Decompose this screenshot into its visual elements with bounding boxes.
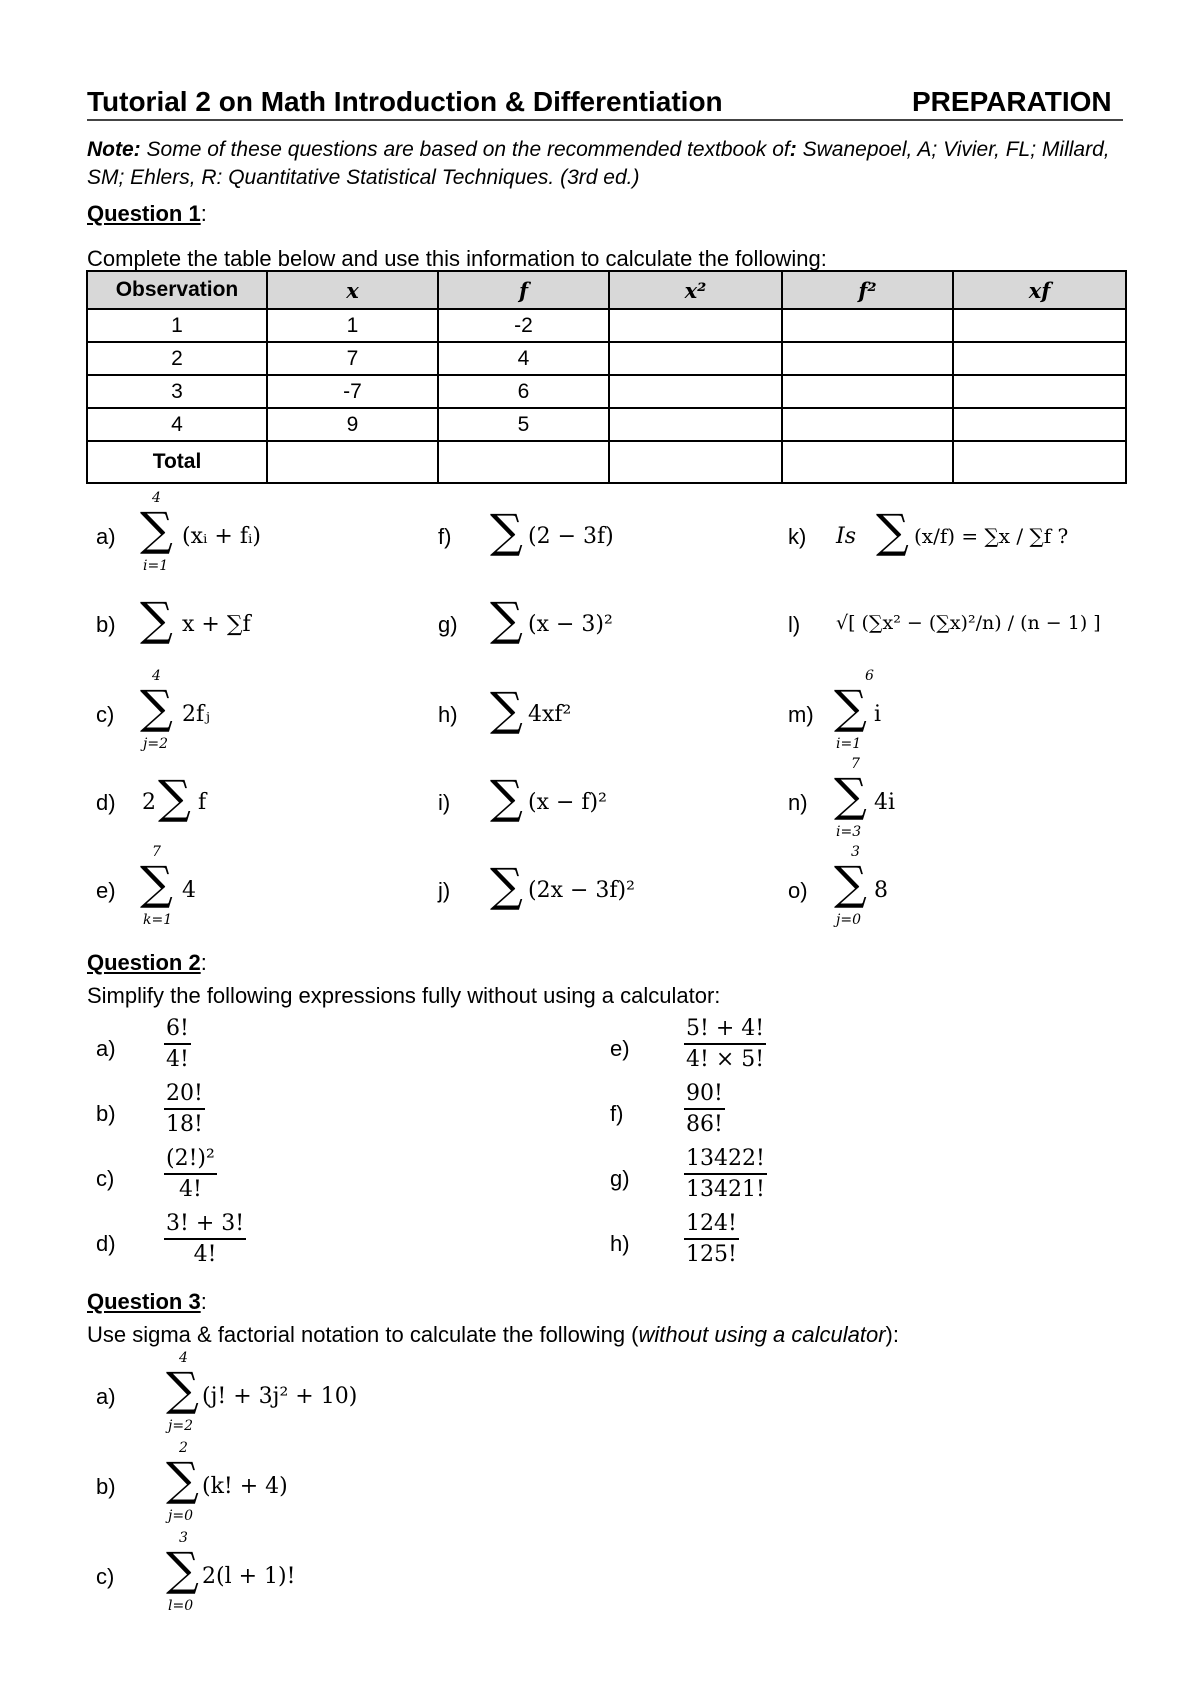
- q2-g-numerator: 13422!: [684, 1146, 767, 1175]
- table-cell: 4: [87, 408, 267, 441]
- q1-label-c: c): [96, 702, 115, 727]
- q2-d-numerator: 3! + 3!: [164, 1211, 246, 1240]
- table-cell: [782, 342, 953, 375]
- q1-h-expression: 4xf²: [528, 702, 572, 727]
- col-header-x-squared: x²: [609, 271, 782, 309]
- table-cell: 1: [267, 309, 438, 342]
- q1-m-lower-limit: i=1: [836, 736, 862, 752]
- q1-k-expression: (x/f) = ∑x / ∑f ?: [914, 524, 1069, 548]
- q1-e-upper-limit: 7: [152, 844, 161, 860]
- q1-m-upper-limit: 6: [865, 668, 874, 684]
- table-cell: 5: [438, 408, 609, 441]
- q2-label-d: d): [96, 1231, 116, 1256]
- q3-b-upper-limit: 2: [179, 1440, 188, 1456]
- q1-label-i: i): [438, 790, 451, 815]
- q2-g-denominator: 13421!: [686, 1177, 765, 1202]
- q1-a-expression: (xᵢ + fᵢ): [182, 524, 261, 549]
- table-cell: [609, 375, 782, 408]
- table-cell: [782, 408, 953, 441]
- q1-e-lower-limit: k=1: [143, 912, 173, 928]
- table-cell: -2: [438, 309, 609, 342]
- table-total-label: Total: [87, 441, 267, 483]
- q1-e-expression: 4: [182, 878, 196, 903]
- q1-label-a: a): [96, 524, 116, 549]
- sigma-icon: ∑: [166, 1452, 199, 1506]
- question-1-title: Question 1: [87, 201, 201, 226]
- q2-b-numerator: 20!: [164, 1081, 205, 1110]
- sigma-icon: ∑: [166, 1362, 199, 1416]
- table-cell: [953, 309, 1126, 342]
- q2-label-e: e): [610, 1036, 630, 1061]
- q1-n-upper-limit: 7: [851, 756, 860, 772]
- q3-label-a: a): [96, 1384, 116, 1409]
- table-row: [87, 309, 1126, 342]
- table-cell: 1: [87, 309, 267, 342]
- q2-b-fraction: [164, 1081, 205, 1137]
- note-reference: Swanepoel, A; Vivier, FL; Millard, SM; Ehlers, R: Quantitative Statistical Techniques. (3rd ed.): [87, 138, 1110, 189]
- col-header-f: f: [438, 271, 609, 309]
- q1-i-expression: (x − f)²: [528, 790, 607, 815]
- table-cell: [953, 441, 1126, 483]
- question-2-instruction: Simplify the following expressions fully without using a calculator:: [87, 983, 721, 1008]
- table-cell: -7: [267, 375, 438, 408]
- table-header-row: [87, 271, 1126, 309]
- sigma-icon: ∑: [140, 592, 173, 646]
- q1-m-expression: i: [874, 702, 882, 727]
- table-cell: [609, 441, 782, 483]
- q1-c-upper-limit: 4: [152, 668, 161, 684]
- q1-f-expression: (2 − 3f): [528, 524, 614, 549]
- table-cell: [609, 342, 782, 375]
- table-cell: [782, 441, 953, 483]
- sigma-icon: ∑: [140, 502, 173, 556]
- col-header-xf: xf: [953, 271, 1126, 309]
- q3-c-lower-limit: l=0: [168, 1598, 194, 1614]
- q1-label-h: h): [438, 702, 458, 727]
- q3-instruction-emphasis: without using a calculator: [638, 1322, 886, 1347]
- table-cell: 2: [87, 342, 267, 375]
- q1-d-expression: f: [198, 790, 207, 815]
- q3-a-lower-limit: j=2: [168, 1418, 193, 1434]
- q1-o-lower-limit: j=0: [836, 912, 861, 928]
- sigma-icon: ∑: [140, 680, 173, 734]
- sigma-icon: ∑: [834, 768, 867, 822]
- table-cell: [438, 441, 609, 483]
- header-rule: [87, 119, 1123, 121]
- q2-e-fraction: [684, 1016, 766, 1072]
- page-title: Tutorial 2 on Math Introduction & Differentiation: [87, 86, 723, 117]
- q1-label-m: m): [788, 702, 814, 727]
- sigma-icon: ∑: [490, 770, 523, 824]
- note-colon: :: [789, 138, 797, 161]
- q2-c-fraction: [164, 1146, 217, 1202]
- sigma-icon: ∑: [834, 856, 867, 910]
- q3-label-b: b): [96, 1474, 116, 1499]
- q2-b-denominator: 18!: [166, 1112, 203, 1137]
- q3-instruction-start: Use sigma & factorial notation to calculate the following (: [87, 1322, 639, 1347]
- q1-label-d: d): [96, 790, 116, 815]
- q2-c-numerator: (2!)²: [164, 1146, 217, 1175]
- table-total-row: [87, 441, 1126, 483]
- col-header-x: x: [267, 271, 438, 309]
- col-header-f-squared: f²: [782, 271, 953, 309]
- q3-a-expression: (j! + 3j² + 10): [202, 1384, 358, 1409]
- q1-g-expression: (x − 3)²: [528, 612, 613, 637]
- q1-label-k: k): [788, 524, 807, 549]
- q1-b-expression: x + ∑f: [182, 612, 251, 637]
- q1-label-b: b): [96, 612, 116, 637]
- table-cell: 4: [438, 342, 609, 375]
- q2-label-b: b): [96, 1101, 116, 1126]
- table-cell: [782, 375, 953, 408]
- question-3-title: Question 3: [87, 1289, 201, 1314]
- q2-c-denominator: 4!: [178, 1177, 202, 1202]
- q2-h-fraction: [684, 1211, 739, 1267]
- q2-label-g: g): [610, 1166, 630, 1191]
- question-3-heading: Question 3:: [87, 1289, 207, 1314]
- sigma-icon: ∑: [490, 592, 523, 646]
- q3-a-upper-limit: 4: [179, 1350, 188, 1366]
- q2-h-denominator: 125!: [686, 1242, 737, 1267]
- q2-d-fraction: [164, 1211, 246, 1267]
- q3-label-c: c): [96, 1564, 115, 1589]
- q2-label-f: f): [610, 1101, 624, 1126]
- q1-l-expression: √[ (∑x² − (∑x)²/n) / (n − 1) ]: [836, 612, 1101, 634]
- table-cell: [609, 309, 782, 342]
- table-cell: 3: [87, 375, 267, 408]
- table-row: [87, 375, 1126, 408]
- sigma-icon: ∑: [140, 856, 173, 910]
- q3-b-lower-limit: j=0: [168, 1508, 193, 1524]
- observation-table: [86, 270, 1127, 484]
- preparation-tag: PREPARATION: [912, 86, 1112, 117]
- q2-a-numerator: 6!: [164, 1016, 191, 1045]
- q1-o-expression: 8: [874, 878, 888, 903]
- q1-d-coefficient: 2: [142, 790, 156, 815]
- q2-label-h: h): [610, 1231, 630, 1256]
- q3-c-expression: 2(l + 1)!: [202, 1564, 296, 1589]
- table-row: [87, 408, 1126, 441]
- sigma-icon: ∑: [876, 504, 909, 558]
- q1-a-lower-limit: i=1: [143, 558, 169, 574]
- question-3-instruction: [87, 1322, 899, 1348]
- q3-instruction-end: ):: [885, 1322, 899, 1347]
- q2-g-fraction: [684, 1146, 767, 1202]
- q2-e-numerator: 5! + 4!: [684, 1016, 766, 1045]
- q2-h-numerator: 124!: [684, 1211, 739, 1240]
- note-text: Some of these questions are based on the recommended textbook of: [146, 138, 790, 161]
- table-cell: [267, 441, 438, 483]
- q1-label-n: n): [788, 790, 808, 815]
- q2-f-numerator: 90!: [684, 1081, 725, 1110]
- sigma-icon: ∑: [490, 682, 523, 736]
- note-label: Note:: [87, 138, 141, 161]
- q1-k-prefix: Is: [836, 524, 856, 549]
- q1-j-expression: (2x − 3f)²: [528, 878, 635, 903]
- table-row: [87, 342, 1126, 375]
- col-header-observation: Observation: [87, 271, 267, 309]
- q1-c-expression: 2fⱼ: [182, 702, 210, 727]
- question-1-heading: Question 1:: [87, 201, 207, 226]
- q2-f-denominator: 86!: [686, 1112, 723, 1137]
- q1-label-g: g): [438, 612, 458, 637]
- sigma-icon: ∑: [158, 770, 191, 824]
- q2-f-fraction: [684, 1081, 725, 1137]
- note-paragraph: [87, 136, 1127, 192]
- table-cell: [953, 342, 1126, 375]
- q1-label-o: o): [788, 878, 808, 903]
- q3-b-expression: (k! + 4): [202, 1474, 288, 1499]
- sigma-icon: ∑: [490, 504, 523, 558]
- question-1-instruction: Complete the table below and use this information to calculate the following:: [87, 246, 827, 271]
- table-cell: 7: [267, 342, 438, 375]
- q2-e-denominator: 4! × 5!: [686, 1047, 765, 1072]
- q1-n-lower-limit: i=3: [836, 824, 862, 840]
- table-cell: [953, 408, 1126, 441]
- q2-d-denominator: 4!: [193, 1242, 217, 1267]
- sigma-icon: ∑: [490, 858, 523, 912]
- q1-n-expression: 4i: [874, 790, 896, 815]
- q1-o-upper-limit: 3: [851, 844, 860, 860]
- q1-label-e: e): [96, 878, 116, 903]
- q1-label-j: j): [438, 878, 451, 903]
- table-cell: [953, 375, 1126, 408]
- table-cell: [782, 309, 953, 342]
- q1-c-lower-limit: j=2: [143, 736, 168, 752]
- q1-a-upper-limit: 4: [152, 490, 161, 506]
- q2-a-denominator: 4!: [166, 1047, 189, 1072]
- q2-label-c: c): [96, 1166, 115, 1191]
- table-cell: 9: [267, 408, 438, 441]
- sigma-icon: ∑: [166, 1542, 199, 1596]
- q1-label-f: f): [438, 524, 452, 549]
- table-cell: [609, 408, 782, 441]
- q2-a-fraction: [164, 1016, 191, 1072]
- sigma-icon: ∑: [834, 680, 867, 734]
- table-cell: 6: [438, 375, 609, 408]
- q1-label-l: l): [788, 612, 801, 637]
- question-2-heading: Question 2:: [87, 950, 207, 975]
- q2-label-a: a): [96, 1036, 116, 1061]
- q3-c-upper-limit: 3: [179, 1530, 188, 1546]
- question-2-title: Question 2: [87, 950, 201, 975]
